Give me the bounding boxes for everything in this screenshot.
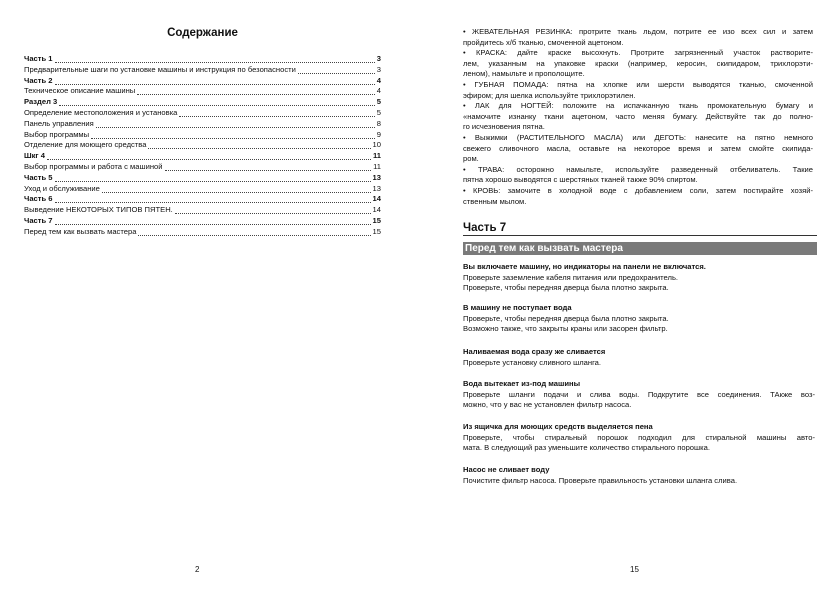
toc-entry [24,173,381,184]
table-of-contents [24,54,381,238]
stain-line: • ЛАК для НОГТЕЙ: положите на испачканную ткань промокательную бумагу и [463,101,813,111]
section-divider [463,235,817,236]
trouble-item [463,347,815,368]
toc-entry-page: 14 [372,205,381,215]
toc-entry-label: Часть 6 [24,194,53,204]
stain-paragraph [463,101,813,133]
trouble-text-line: Проверьте заземление кабеля питания или предохранитель. [463,272,679,282]
toc-entry-label: Панель управления [24,118,94,128]
trouble-heading: Насос не сливает воду [463,465,550,474]
trouble-text-line: мата. В следующий раз уменьшите количество стирального порошка. [463,443,710,453]
stain-paragraph [463,165,813,186]
toc-entry-page: 5 [376,97,381,107]
stain-line: леном), намыльте и прополощите. [463,69,585,79]
toc-entry-page: 15 [372,215,381,225]
toc-entry [24,140,381,151]
toc-entry [24,76,381,87]
toc-leader-dots [138,227,370,236]
toc-entry-label: Техническое описание машины [24,86,136,96]
toc-entry-label: Часть 5 [24,172,53,182]
toc-entry-label: Уход и обслуживание [24,183,100,193]
toc-entry-label: Часть 2 [24,75,53,85]
trouble-item [463,303,815,335]
toc-entry-label: Выбор программы [24,129,90,139]
toc-entry-label: Предварительные шаги по установке машины и инструкция по безопасности [24,64,296,74]
trouble-text-line: Возможно также, что закрыты краны или засорен фильтр. [463,324,668,334]
stain-line: лем, указанным на упаковке краски (например, керосин, скипидаром, трихлорэти- [463,58,813,68]
stain-line: • ГУБНАЯ ПОМАДА: пятна на хлопке или шерсти выводятся тканью, смоченной [463,79,813,89]
trouble-heading: Вы включаете машину, но индикаторы на панели не включатся. [463,262,706,271]
toc-entry [24,108,381,119]
stain-line: • Выжимки (РАСТИТЕЛЬНОГО МАСЛА) или ДЕГОТЬ: нанесите на пятно немного [463,132,813,142]
trouble-heading: В машину не поступает вода [463,303,572,312]
toc-entry [24,119,381,130]
toc-entry-label: Выведение НЕКОТОРЫХ ТИПОВ ПЯТЕН. [24,205,173,215]
toc-entry-label: Отделение для моющего средства [24,140,147,150]
trouble-text-line: Проверьте, чтобы передняя дверца была плотно закрыта. [463,313,669,323]
toc-entry [24,151,381,162]
stain-line: го исчезновения пятна. [463,122,545,132]
toc-entry-label: Перед тем как вызвать мастера [24,226,137,236]
trouble-item [463,422,815,454]
toc-entry-page: 13 [372,172,381,182]
trouble-heading: Из ящичка для моющих средств выделяется пена [463,422,653,431]
toc-leader-dots [55,216,371,225]
stain-line: • ЖЕВАТЕЛЬНАЯ РЕЗИНКА: протрите ткань льдом, потрите ее изо всех сил и затем [463,27,813,36]
trouble-item [463,465,815,486]
toc-leader-dots [175,205,371,214]
stain-paragraph [463,186,813,207]
stain-paragraph [463,27,813,48]
trouble-text-line: можно, что у вас не установлен фильтр насоса. [463,400,632,410]
toc-leader-dots [165,162,372,171]
trouble-item [463,262,815,294]
stain-paragraph [463,48,813,80]
section-title: Перед тем как вызвать мастера [463,242,817,255]
trouble-heading: Вода вытекает из-под машины [463,379,581,388]
toc-entry-page: 15 [372,226,381,236]
toc-entry-page: 9 [376,129,381,139]
stain-line: пройдитесь х/б тканью, смоченной ацетоном. [463,37,624,47]
trouble-heading: Наливаемая вода сразу же сливается [463,347,606,356]
trouble-item [463,379,815,411]
stain-removal-list [463,27,813,207]
toc-leader-dots [137,86,375,95]
part-title: Часть 7 [463,222,507,234]
toc-entry-page: 8 [376,118,381,128]
toc-leader-dots [96,119,375,128]
stain-line: ственным мылом. [463,196,527,206]
stain-line: ром. [463,154,479,164]
toc-entry-page: 3 [376,54,381,63]
left-page-number: 2 [195,565,200,574]
trouble-text-line: Проверьте, чтобы стиральный порошок подходил для стиральной машины авто- [463,432,815,442]
toc-entry-page: 4 [376,86,381,96]
toc-leader-dots [59,97,375,106]
toc-entry [24,194,381,205]
trouble-text-line: Почистите фильтр насоса. Проверьте правильность установки шланга слива. [463,475,738,485]
toc-leader-dots [55,194,371,203]
toc-leader-dots [47,151,371,160]
trouble-text-line: Проверьте шланги подачи и слива воды. Подкрутите все соединения. ТАкже воз- [463,389,815,399]
toc-title: Содержание [167,27,238,39]
toc-entry-page: 14 [372,194,381,204]
toc-entry [24,162,381,173]
toc-entry [24,130,381,141]
toc-leader-dots [179,108,374,117]
stain-line: «намочите изнанку ткани ацетоном, часто меняя бумагу. Действуйте так до полно- [463,111,813,121]
toc-entry [24,216,381,227]
toc-entry-page: 13 [372,183,381,193]
toc-entry-page: 3 [376,64,381,74]
toc-leader-dots [55,54,375,63]
right-page [420,0,839,595]
toc-entry [24,86,381,97]
toc-entry [24,54,381,65]
stain-paragraph [463,80,813,101]
toc-leader-dots [148,140,370,149]
toc-leader-dots [55,173,371,182]
stain-line: • КРАСКА: дайте краске высохнуть. Протрите загрязненный участок растворите- [463,48,813,58]
toc-entry-page: 10 [372,140,381,150]
stain-line: пятна хорошо выводятся с шерстяных тканей также 90% спиртом. [463,175,698,185]
toc-entry-label: Часть 1 [24,54,53,63]
trouble-text-line: Проверьте установку сливного шланга. [463,357,602,367]
toc-entry [24,184,381,195]
stain-line: • ТРАВА: осторожно намыльте, используйте разведенный отбеливатель. Такие [463,164,813,174]
toc-entry-page: 4 [376,75,381,85]
toc-entry-page: 5 [376,107,381,117]
toc-entry [24,65,381,76]
toc-entry-page: 11 [372,151,381,161]
toc-entry-label: Часть 7 [24,215,53,225]
right-page-number: 15 [630,565,639,574]
toc-entry-label: Выбор программы и работа с машиной [24,161,163,171]
toc-leader-dots [55,76,375,85]
stain-line: свежего сливочного масла, оставьте на некоторое время и затем смойте скипида- [463,143,813,153]
toc-entry-label: Раздел 3 [24,97,58,107]
stain-paragraph [463,133,813,165]
toc-leader-dots [298,65,375,74]
toc-leader-dots [102,184,371,193]
toc-entry-label: Определение местоположения и установка [24,107,178,117]
toc-entry [24,205,381,216]
toc-entry [24,97,381,108]
toc-leader-dots [91,130,375,139]
toc-entry [24,227,381,238]
toc-entry-label: Шкг 4 [24,151,45,161]
stain-line: • КРОВЬ: замочите в холодной воде с добавлением соли, затем постирайте хозяй- [463,185,813,195]
toc-entry-page: 11 [373,161,381,171]
stain-line: эфиром; для шелка используйте трихлорэтилен. [463,90,636,100]
trouble-text-line: Проверьте, чтобы передняя дверца была плотно закрыта. [463,283,669,293]
